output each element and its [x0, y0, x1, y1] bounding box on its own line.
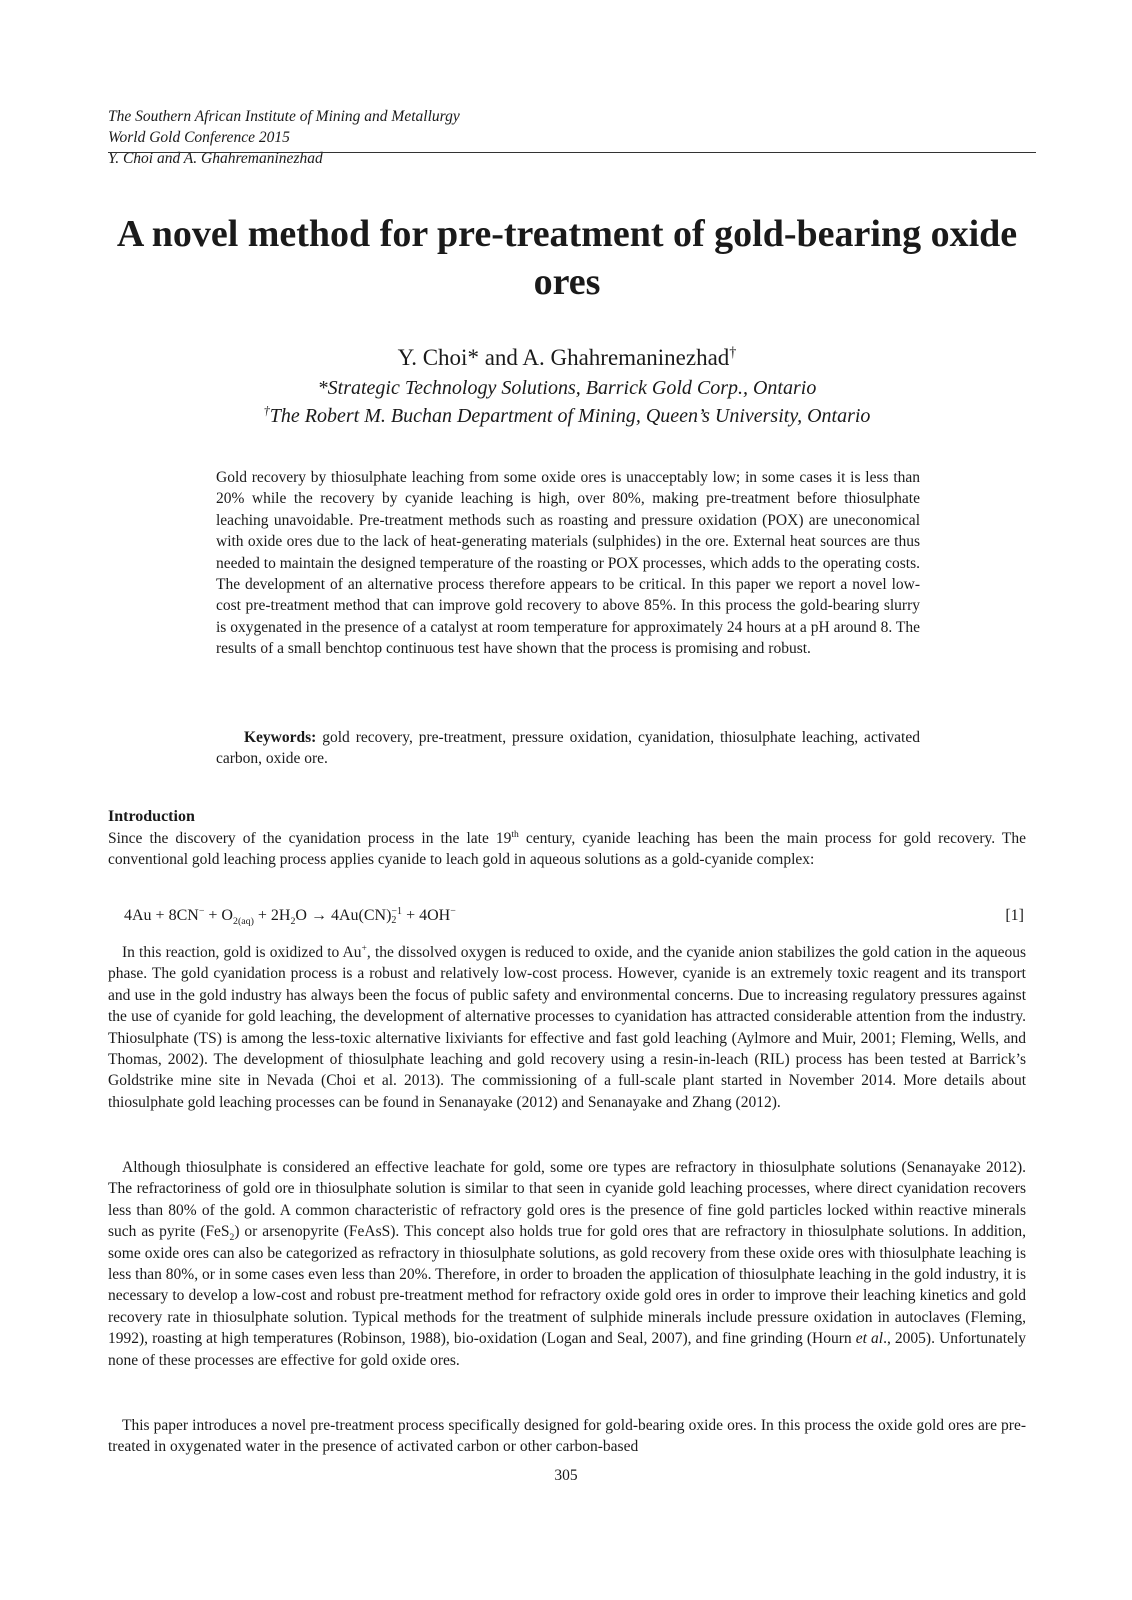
header-running-authors: Y. Choi and A. Ghahremaninezhad	[108, 150, 323, 167]
eq-sup-4: −1	[391, 906, 403, 918]
p2-text-a: In this reaction, gold is oxidized to Au	[122, 944, 362, 961]
running-header	[108, 106, 1036, 169]
p3-italic: et al	[855, 1330, 884, 1348]
abstract: Gold recovery by thiosulphate leaching from some oxide ores is unacceptably low; in some cases it is less than 20% while the recovery by cyanide leaching is high, over 80%, making pre-treatment before thiosulphate leaching unavoidable. Pre-treatment methods such as roasting and pressure oxidation (POX) are uneconomical with oxide ores due to the lack of heat-generating materials (sulphides) in the ore. External heat sources are thus needed to maintain the designed temperature of the roasting or POX processes, which adds to the operating costs. The development of an alternative process therefore appears to be critical. In this paper we report a novel low-cost pre-treatment method that can improve gold recovery to above 85%. In this process the gold-bearing slurry is oxygenated in the presence of a catalyst at room temperature for approximately 24 hours at a pH around 8. The results of a small benchtop continuous test have shown that the process is promising and robust.	[216, 469, 920, 658]
equation-number: [1]	[1005, 907, 1024, 924]
eq-term-4: O → 4Au(CN)	[295, 907, 392, 924]
p1-sup: th	[511, 828, 519, 840]
p3-text-a: Although thiosulphate is considered an effective leachate for gold, some ore types are refractory in thiosulphate solutions (Senanayake 2012). The refractoriness of gold ore in thiosulphate solution is similar to that seen in cyanide gold leaching processes, where direct cyanidation recovers less than 80% of the gold. A common characteristic of refractory gold ores is the presence of fine gold particles locked within reactive minerals such as pyrite (FeS	[108, 1159, 1026, 1241]
eq-term-3: + 2H	[253, 907, 291, 924]
eq-sup-5: −	[450, 905, 456, 917]
p2-sup: +	[361, 942, 367, 954]
keywords-label: Keywords:	[244, 729, 317, 746]
eq-supsub-4	[391, 907, 402, 925]
header-rule	[108, 152, 1036, 153]
p3-text-b: ) or arsenopyrite (FeAsS). This concept also holds true for gold ores that are refractory in thiosulphate solutions. In addition, some oxide ores can also be categorized as refractory in thiosulphate solutions, as gold recovery from these oxide ores with thiosulphate leaching is less than 80%, or in some cases even less than 20%. Therefore, in order to broaden the application of thiosulphate leaching in the gold industry, it is necessary to develop a low-cost and robust pre-treatment method for refractory oxide gold ores in order to improve their leaching kinetics and gold recovery rate in thiosulphate solution. Typical methods for the treatment of sulphide minerals include pressure oxidation in autoclaves (Fleming, 1992), roasting at high temperatures (Robinson, 1988), bio-oxidation (Logan and Seal, 2007), and fine grinding (Hourn	[108, 1223, 1027, 1348]
affiliation-2	[108, 403, 1026, 429]
author-names	[108, 344, 1026, 372]
eq-term-5: + 4OH	[402, 907, 451, 924]
intro-paragraph-3	[108, 1157, 1026, 1371]
author-names-text: Y. Choi* and A. Ghahremaninezhad	[397, 345, 730, 370]
p3-sub: 2	[229, 1232, 235, 1244]
header-conference: World Gold Conference 2015	[108, 129, 290, 146]
page-number: 305	[554, 1467, 578, 1484]
p3-text-c: ., 2005). Unfortunately none of these processes are effective for gold oxide ores.	[108, 1330, 1027, 1369]
p1-text-b: century, cyanide leaching has been the main process for gold recovery. The conventional gold leaching process applies cyanide to leach gold in aqueous solutions as a gold-cyanide complex:	[108, 830, 1026, 869]
eq-sup-1: −	[198, 905, 205, 917]
affiliation-2-mark: †	[263, 403, 270, 418]
intro-paragraph-4: This paper introduces a novel pre-treatment process specifically designed for gold-bearing oxide ores. In this process the oxide gold ores are pre-treated in oxygenated water in the presence of activated carbon or other carbon-based	[108, 1417, 1026, 1456]
p2-text-b: , the dissolved oxygen is reduced to oxide, and the cyanide anion stabilizes the gold cation in the aqueous phase. The gold cyanidation process is a robust and relatively low-cost process. However, cyanide is an extremely toxic reagent and its transport and use in the gold industry has always been the focus of public safety and environmental concerns. Due to increasing regulatory pressures against the use of cyanide for gold leaching, the development of alternative processes to cyanidation has attracted considerable attention from the industry. Thiosulphate (TS) is among the less-toxic alternative lixiviants for effective and fast gold leaching (Aylmore and Muir, 2001; Fleming, Wells, and Thomas, 2002). The development of thiosulphate leaching and gold recovery using a resin-in-leach (RIL) process has been tested at Barrick’s Goldstrike mine site in Nevada (Choi et al. 2013). The commissioning of a full-scale plant started in November 2014. More details about thiosulphate gold leaching processes can be found in Senanayake (2012) and Senanayake and Zhang (2012).	[108, 944, 1026, 1111]
eq-term-1: 4Au + 8CN	[124, 907, 199, 924]
introduction-heading: Introduction	[108, 808, 195, 825]
keywords-text: gold recovery, pre-treatment, pressure oxidation, cyanidation, thiosulphate leaching, activated carbon, oxide ore.	[216, 729, 920, 768]
affiliation-2-text: The Robert M. Buchan Department of Mining, Queen’s University, Ontario	[269, 405, 871, 427]
intro-paragraph-2	[108, 942, 1026, 1113]
keywords	[216, 727, 920, 770]
affiliation-1: *Strategic Technology Solutions, Barrick Gold Corp., Ontario	[317, 377, 817, 399]
p1-text-a: Since the discovery of the cyanidation process in the late 19	[108, 830, 512, 847]
eq-term-2: + O	[204, 907, 233, 924]
dagger-mark: †	[729, 344, 737, 361]
eq-sub-3: 2	[290, 916, 296, 928]
eq-sub-4: 2	[391, 915, 397, 927]
intro-paragraph-1	[108, 828, 1026, 871]
header-organization: The Southern African Institute of Mining and Metallurgy	[108, 108, 460, 125]
paper-title: A novel method for pre-treatment of gold-bearing oxide ores	[116, 213, 1018, 303]
eq-sub-2: 2(aq)	[232, 916, 254, 928]
equation-formula	[124, 904, 456, 928]
equation-1	[124, 904, 1024, 928]
